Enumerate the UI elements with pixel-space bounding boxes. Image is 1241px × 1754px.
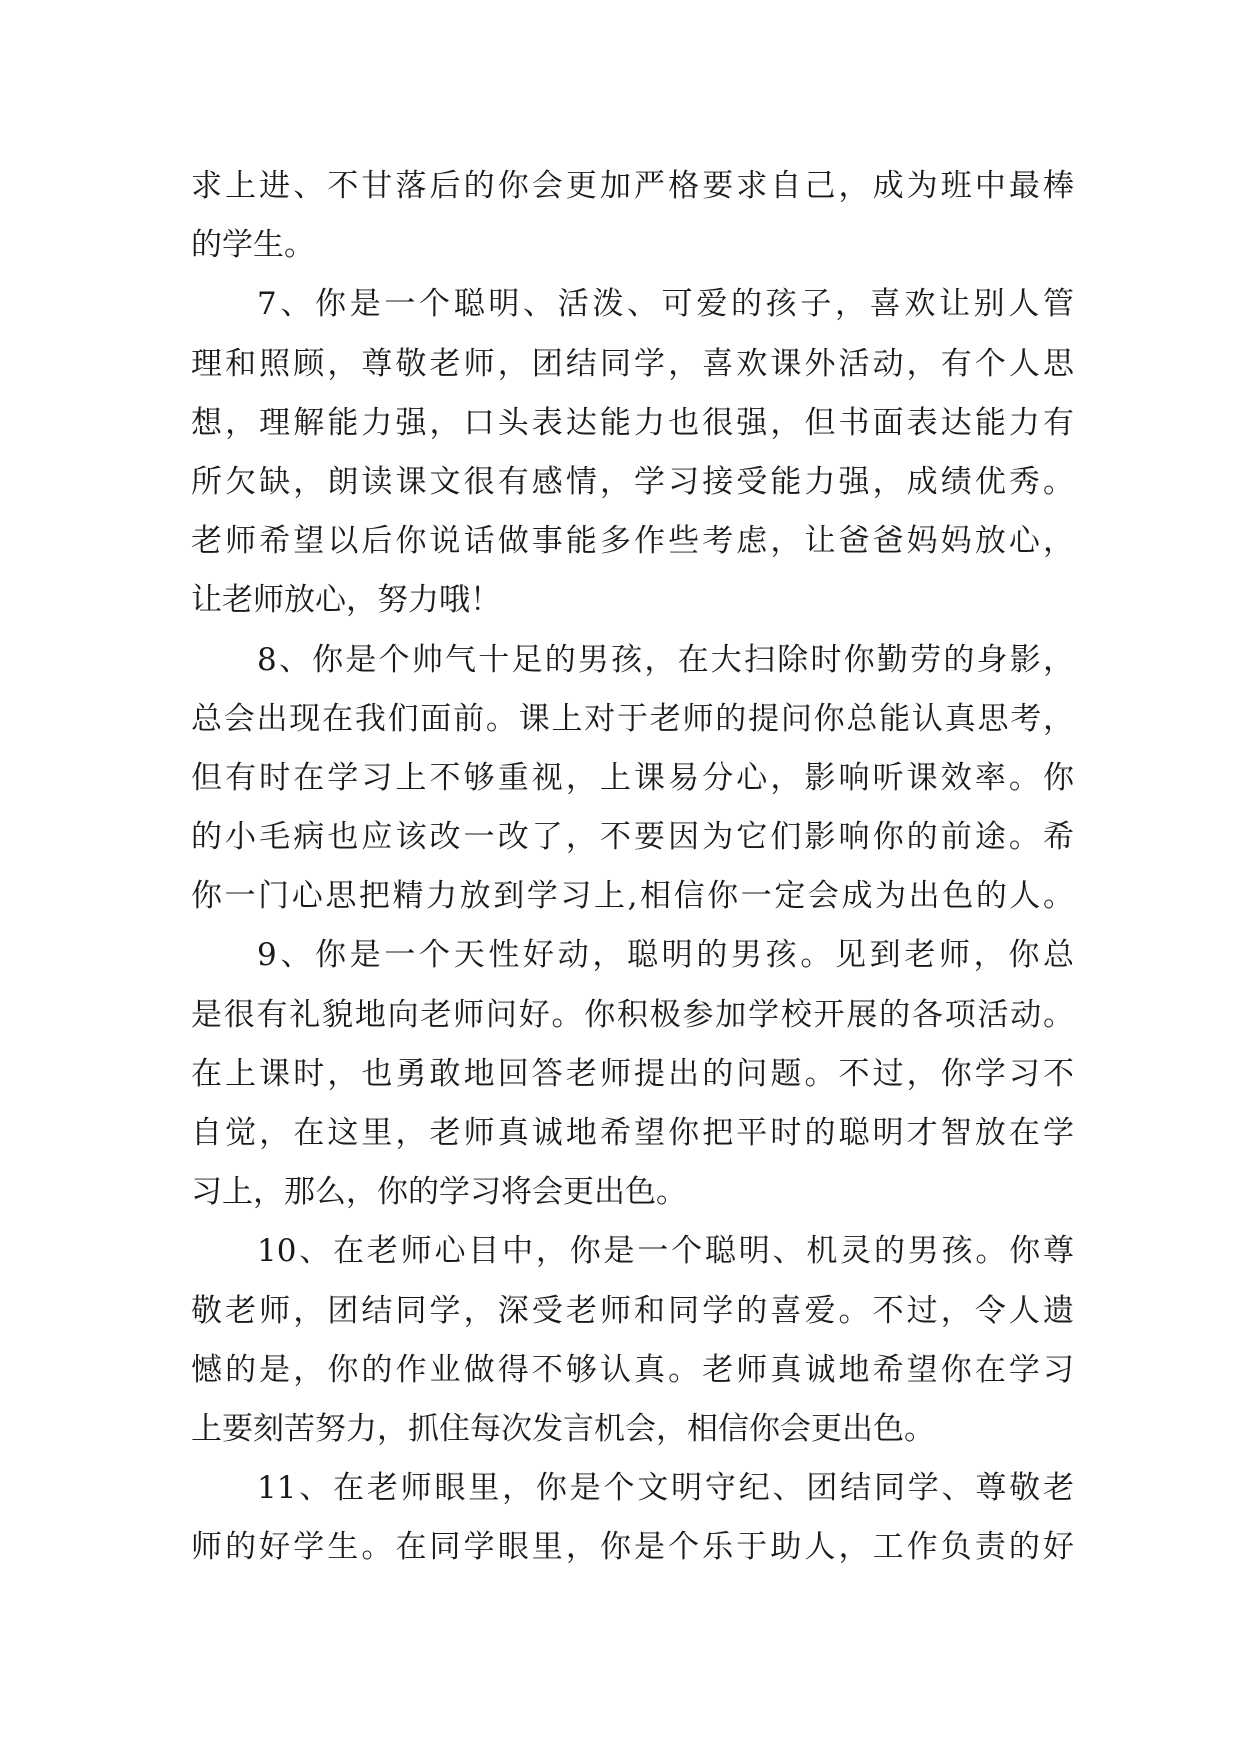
paragraph-10 xyxy=(191,1222,1074,1459)
text-line: 是很有礼貌地向老师问好。你积极参加学校开展的各项活动。 xyxy=(191,996,1074,1033)
text-line: 总会出现在我们面前。课上对于老师的提问你总能认真思考， xyxy=(191,700,1074,737)
text-line: 7、你是一个聪明、活泼、可爱的孩子，喜欢让别人管 xyxy=(257,286,1074,323)
text-line: 自觉，在这里，老师真诚地希望你把平时的聪明才智放在学 xyxy=(191,1115,1074,1151)
text-line: 的学生。 xyxy=(191,227,315,264)
text-line: 11、在老师眼里，你是个文明守纪、团结同学、尊敬老 xyxy=(257,1470,1074,1507)
text-line: 10、在老师心目中，你是一个聪明、机灵的男孩。你尊 xyxy=(257,1233,1074,1270)
text-line: 求上进、不甘落后的你会更加严格要求自己，成为班中最棒 xyxy=(191,168,1074,204)
body-text xyxy=(191,157,1074,1578)
text-line: 想，理解能力强，口头表达能力也很强，但书面表达能力有 xyxy=(191,404,1074,441)
text-line: 让老师放心，努力哦！ xyxy=(191,582,501,619)
text-line: 你一门心思把精力放到学习上,相信你一定会成为出色的人。 xyxy=(191,878,1074,915)
paragraph-8 xyxy=(191,631,1074,927)
text-line: 习上，那么，你的学习将会更出色。 xyxy=(191,1174,687,1211)
paragraph-7 xyxy=(191,275,1074,630)
paragraph-continued xyxy=(191,157,1074,275)
text-line: 8、你是个帅气十足的男孩，在大扫除时你勤劳的身影， xyxy=(257,641,1074,678)
text-line: 9、你是一个天性好动，聪明的男孩。见到老师，你总 xyxy=(257,937,1074,974)
text-line: 憾的是，你的作业做得不够认真。老师真诚地希望你在学习 xyxy=(191,1351,1074,1388)
paragraph-9 xyxy=(191,926,1074,1222)
text-line: 的小毛病也应该改一改了，不要因为它们影响你的前途。希 xyxy=(191,819,1074,856)
text-line: 上要刻苦努力，抓住每次发言机会，相信你会更出色。 xyxy=(191,1410,935,1447)
text-line: 但有时在学习上不够重视，上课易分心，影响听课效率。你 xyxy=(191,759,1074,796)
text-line: 在上课时，也勇敢地回答老师提出的问题。不过，你学习不 xyxy=(191,1055,1074,1092)
text-line: 理和照顾，尊敬老师，团结同学，喜欢课外活动，有个人思 xyxy=(191,345,1074,382)
text-line: 敬老师，团结同学，深受老师和同学的喜爱。不过，令人遗 xyxy=(191,1292,1074,1329)
text-line: 所欠缺，朗读课文很有感情，学习接受能力强，成绩优秀。 xyxy=(191,463,1074,500)
text-line: 师的好学生。在同学眼里，你是个乐于助人，工作负责的好 xyxy=(191,1529,1074,1566)
paragraph-11 xyxy=(191,1459,1074,1577)
text-line: 老师希望以后你说话做事能多作些考虑，让爸爸妈妈放心， xyxy=(191,523,1074,560)
